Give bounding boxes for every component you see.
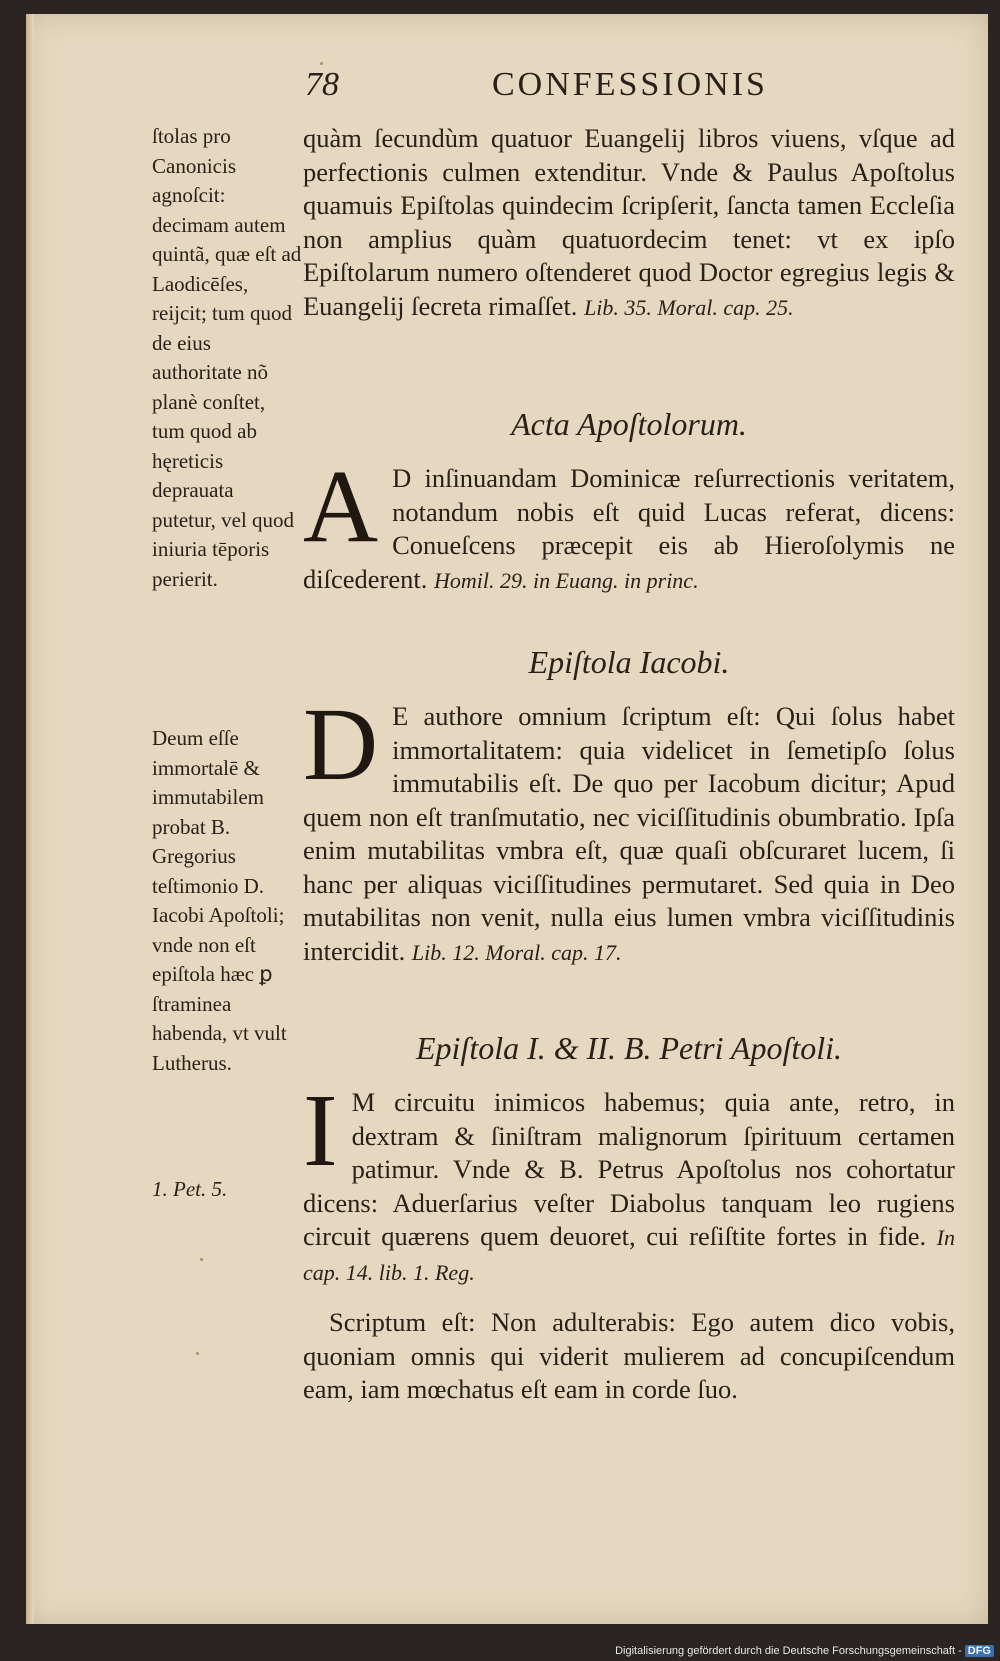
dfg-logo-icon: DFG [965, 1645, 994, 1657]
margin-note-peter-reference: 1. Pet. 5. [152, 1177, 228, 1201]
section-petri-text: M circuitu inimicos habemus; quia ante, retro, in dextram & ſiniſtram malignorum ſpirituum certamen patimur. Vnde & B. Petrus Apoſtolus nos cohortatur dicens: Aduerſarius veſter Diabolus tanquam leo rugiens circuit quærens quem deuoret, cui reſiſtite fortes in fide. [303, 1087, 955, 1251]
section-acta-citation: Homil. 29. in Euang. in princ. [433, 567, 699, 593]
paper-fleck [200, 1258, 203, 1261]
opening-paragraph [303, 122, 955, 324]
section-petri [303, 1073, 955, 1289]
section-acta [303, 449, 955, 597]
section-iacobi-citation: Lib. 12. Moral. cap. 17. [411, 939, 622, 965]
dropcap-d: D [303, 687, 379, 802]
page-gutter-shadow [26, 14, 34, 1624]
section-iacobi-text: E authore omnium ſcriptum eſt: Qui ſolus habet immortalitatem: quia videlicet in ſemetipſo ſolus immutabilis eſt. De quo per Iacobum dicitur; Apud quem non eſt tranſmutatio, nec viciſſitudinis obumbratio. Ipſa enim mutabilitas vmbra eſt, quæ quaſi obſcuraret lucem, ſi hanc per aliquas viciſſitudines permutaret. Sed quia in Deo mutabilitas non venit, nulla eius lumen vmbra viciſſitudinis intercidit. [303, 701, 955, 966]
paper-fleck [320, 62, 323, 65]
margin-note-canonical-epistles: ſtolas pro Canonicis agnoſcit: decimam autem quintã, quæ eſt ad Laodicēſes, reijcit; tum quod de eius authoritate nõ planè conſtet, tum quod ab hęreticis deprauata putetur, vel quod iniuria tēporis perierit. [152, 124, 302, 591]
credit-text: Digitalisierung gefördert durch die Deutsche Forschungsgemeinschaft - [615, 1645, 962, 1657]
heading-epistola-iacobi: Epiſtola Iacobi. [528, 644, 730, 680]
opening-citation: Lib. 35. Moral. cap. 25. [584, 294, 794, 320]
dropcap-a: A [303, 449, 379, 564]
page-number: 78 [305, 66, 339, 103]
dropcap-i: I [303, 1073, 338, 1188]
section-petri-citation: In cap. 14. lib. 1. Reg. [303, 1225, 955, 1285]
section-iacobi [303, 687, 955, 969]
heading-acta-apostolorum: Acta Apoſtolorum. [511, 406, 747, 442]
paper-fleck [196, 1352, 199, 1355]
opening-text: quàm ſecundùm quatuor Euangelij libros viuens, vſque ad perfectionis culmen extenditur. Vnde & Paulus Apoſtolus quamuis Epiſtolas quindecim ſcripſerit, ſancta tamen Eccleſia non amplius quàm quatuordecim tenet: vt ex ipſo Epiſtolarum numero oſtenderet quod Doctor egregius legis & Euangelij ſecreta rimaſſet. [303, 123, 955, 321]
margin-note-immutability: Deum eſſe immortalē & immutabilem probat B. Gregorius teſtimonio D. Iacobi Apoſtoli; vnde non eſt epiſtola hæc ꝑ ſtraminea habenda, vt vult Lutherus. [152, 726, 287, 1075]
digitization-credit [615, 1645, 994, 1657]
closing-paragraph: Scriptum eſt: Non adulterabis: Ego autem dico vobis, quoniam omnis qui viderit mulierem ad concupiſcendum eam, iam mœchatus eſt eam in corde ſuo. [303, 1307, 955, 1404]
heading-epistola-petri: Epiſtola I. & II. B. Petri Apoſtoli. [415, 1030, 843, 1066]
running-head: CONFESSIONIS [492, 66, 768, 103]
page-header [0, 62, 1000, 112]
section-acta-text: D inſinuandam Dominicæ reſurrectionis veritatem, notandum nobis eſt quid Lucas referat, dicens: Conueſcens præcepit eis ab Hieroſolymis ne diſcederent. [303, 463, 955, 594]
